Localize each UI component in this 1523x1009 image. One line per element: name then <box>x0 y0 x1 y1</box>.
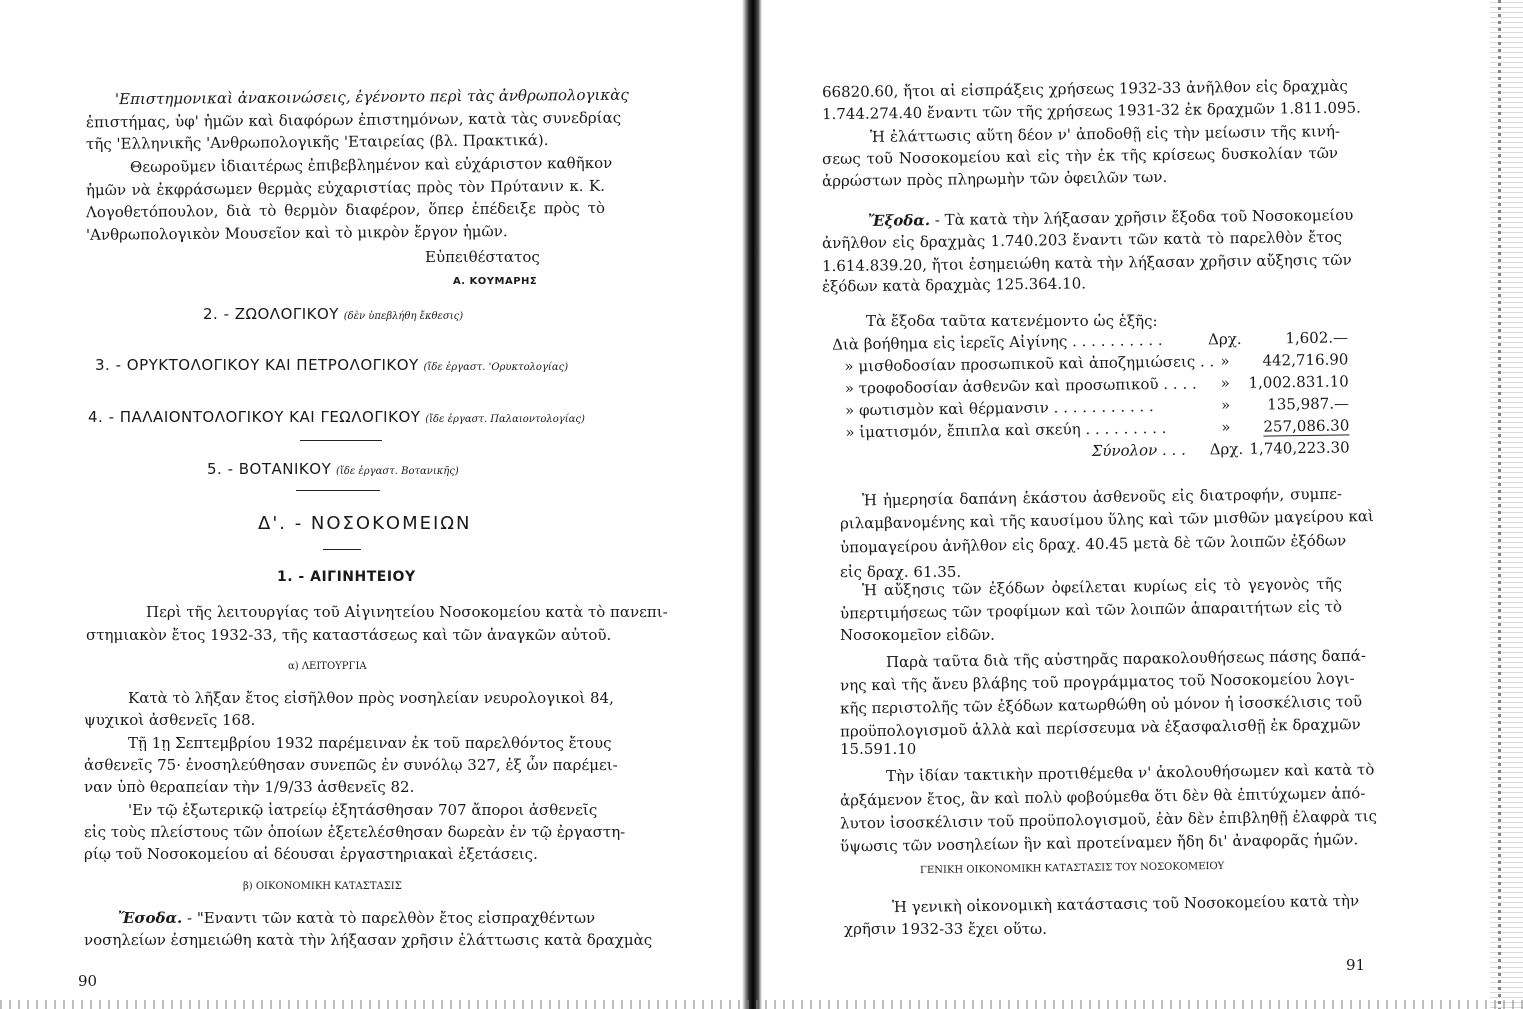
closing-text: Εὐπειθέστατος <box>425 248 540 266</box>
left-page <box>0 0 745 1009</box>
total-currency: Δρχ. <box>1209 439 1244 459</box>
signature: Α. ΚΟΥΜΑΡΗΣ <box>453 276 538 287</box>
row-amount: 257,086.30 <box>1263 416 1350 436</box>
row-amount: 1,002.831.10 <box>1248 372 1349 392</box>
row-label: » μισθοδοσίαν προσωπικοῦ καὶ ἀποζημιώσεις . . <box>844 352 1215 376</box>
section-note: (ἴδε ἐργαστ. Βοτανικῆς) <box>336 466 459 477</box>
expense-text: - Τὰ κατὰ τὴν λήξασαν χρῆσιν ἔξοδα τοῦ Νοσοκομείου <box>934 205 1354 230</box>
operation-line: 'Εν τῷ ἐξωτερικῷ ἰατρείῳ ἐξητάσθησαν 707 ἄποροι ἀσθενεῖς <box>128 801 598 819</box>
heading-finance: β) ΟΙΚΟΝΟΜΙΚΗ ΚΑΤΑΣΤΑΣΙΣ <box>243 881 402 892</box>
total-label: Σύνολον . . . <box>1091 440 1186 460</box>
daily-line: εἰς δραχ. 61.35. <box>840 563 962 581</box>
section-title: 2. - ΖΩΟΛΟΓΙΚΟΥ <box>203 305 339 323</box>
section-heading <box>88 406 585 431</box>
finance-line: σεως τοῦ Νοσοκομείου καὶ εἰς τὴν ἐκ τῆς κρίσεως δυσκολίαν τῶν <box>821 143 1339 169</box>
section-heading <box>203 303 463 328</box>
operation-line: ψυχικοὶ ἀσθενεῖς 168. <box>84 711 256 729</box>
thanks-line: 'Ανθρωπολογικὸν Μουσεῖον καὶ τὸ μικρὸν ἔργον ἡμῶν. <box>85 222 508 244</box>
daily-line: ἀρξάμενον ἔτος, ἂν καὶ πολὺ φοβούμεθα ὅτι δὲν θὰ ἐπιτύχωμεν ἀπό- <box>839 784 1366 810</box>
row-currency: » <box>1220 352 1230 371</box>
operation-line: Τῇ 1ῃ Σεπτεμβρίου 1932 παρέμειναν ἐκ τοῦ παρελθόντος ἔτους <box>128 734 612 752</box>
section-title: 3. - ΟΡΥΚΤΟΛΟΓΙΚΟΥ ΚΑΙ ΠΕΤΡΟΛΟΓΙΚΟΥ <box>95 356 419 374</box>
daily-line: Νοσοκομεῖον εἰδῶν. <box>840 626 995 644</box>
daily-line: ὑπερτιμήσεως τῶν τροφίμων καὶ τῶν λοιπῶν ἀπαραιτήτων εἰς τὸ <box>839 597 1343 623</box>
row-currency: » <box>1221 418 1231 437</box>
row-currency: » <box>1220 396 1231 415</box>
daily-line: λυτον ἰσοσκέλισιν τοῦ προϋπολογισμοῦ, ἐὰν δὲν ἐπιβληθῇ ἐλαφρὰ τις <box>839 807 1378 833</box>
chapter-divider <box>323 549 361 550</box>
about-line: στημιακὸν ἔτος 1932-33, τῆς καταστάσεως καὶ τῶν ἀναγκῶν αὐτοῦ. <box>86 626 612 644</box>
row-amount: 135,987.— <box>1267 394 1350 414</box>
operation-line: ναν ὑπὸ θεραπείαν τὴν 1/9/33 ἀσθενεῖς 82. <box>84 778 415 796</box>
section-title: 5. - ΒΟΤΑΝΙΚΟΥ <box>207 460 332 478</box>
finance-line: Ἡ ἐλάττωσις αὕτη δέον ν' ἀποδοθῇ εἰς τὴν μείωσιν τῆς κινή- <box>869 122 1341 146</box>
page-number-right: 91 <box>1346 956 1366 974</box>
operation-line: εἰς τοὺς πλείστους τῶν ὁποίων ἐξετελέσθησαν δωρεὰν ἐν τῷ ἐργαστη- <box>84 823 626 841</box>
section-divider <box>300 440 382 441</box>
distribution-intro: Τὰ ἔξοδα ταῦτα κατενέμοντο ὡς ἑξῆς: <box>866 312 1158 330</box>
daily-line: Ἡ ἡμερησία δαπάνη ἑκάστου ἀσθενοῦς εἰς διατροφήν, συμπε- <box>861 484 1343 510</box>
row-currency: » <box>1220 374 1231 393</box>
general-line: Ἡ γενικὴ οἰκονομικὴ κατάστασις τοῦ Νοσοκομείου κατὰ τὴν <box>891 891 1360 917</box>
row-label: » τροφοδοσίαν ἀσθενῶν καὶ προσωπικοῦ . . . . <box>844 374 1197 398</box>
daily-line: Τὴν ἰδίαν τακτικὴν προτιθέμεθα ν' ἀκολουθήσωμεν καὶ κατὰ τὸ <box>885 760 1375 786</box>
intro-line: 'Επιστημονικαὶ ἀνακοινώσεις, ἐγένοντο περὶ τὰς ἀνθρωπολογικὰς <box>114 85 629 109</box>
daily-line: ὕψωσις τῶν νοσηλείων ἣν καὶ προτείναμεν ἤδη δι' ἀναφορᾶς ἡμῶν. <box>839 830 1359 856</box>
row-label: » ἱματισμόν, ἔπιπλα καὶ σκεύη . . . . . . . . . <box>845 418 1167 442</box>
thanks-line: Λογοθετόπουλον, διὰ τὸ θερμὸν διαφέρον, ὅπερ ἐπέδειξε πρὸς τὸ <box>85 198 606 222</box>
daily-line: Παρὰ ταῦτα διὰ τῆς αὐστηρᾶς παρακολουθήσεως πάσης δαπά- <box>885 646 1366 672</box>
section-divider <box>296 490 380 491</box>
row-currency: Δρχ. <box>1207 329 1242 349</box>
daily-line: 15.591.10 <box>840 740 917 758</box>
operation-line: Κατὰ τὸ λῆξαν ἔτος εἰσῆλθον πρὸς νοσηλείαν νευρολογικοὶ 84, <box>128 689 614 707</box>
thanks-line: Θεωροῦμεν ἰδιαιτέρως ἐπιβεβλημένον καὶ εὐχάριστον καθῆκον <box>129 153 613 177</box>
section-note: (ἴδε ἐργαστ. Παλαιοντολογίας) <box>425 414 585 425</box>
thanks-line: ἡμῶν νὰ ἐκφράσωμεν θερμὰς εὐχαριστίας πρὸς τὸν Πρύτανιν κ. Κ. <box>85 176 606 200</box>
row-label: Διὰ βοήθημα εἰς ἱερεῖς Αἰγίνης . . . . . . . . . . <box>832 330 1163 354</box>
income-text: - "Εναντι τῶν κατὰ τὸ παρελθὸν ἔτος εἰσπραχθέντων <box>187 909 596 927</box>
operation-line: ρίῳ τοῦ Νοσοκομείου αἱ δέουσαι ἐργαστηριακαὶ ἐξετάσεις. <box>84 845 538 863</box>
daily-line: ὑπομαγείρου ἀνῆλθον εἰς δραχ. 40.45 μετὰ δὲ τῶν λοιπῶν ἐξόδων <box>839 531 1347 557</box>
finance-line: 1.744.274.40 ἔναντι τῶν τῆς χρήσεως 1931-32 ἐκ δραχμῶν 1.811.095. <box>821 98 1361 124</box>
expense-line: ἐξόδων κατὰ δραχμὰς 125.364.10. <box>821 274 1087 296</box>
about-line: Περὶ τῆς λειτουργίας τοῦ Αἰγινητείου Νοσοκομείου κατὰ τὸ πανεπι- <box>146 603 668 621</box>
row-amount: 1,602.— <box>1285 328 1349 348</box>
intro-line: ἐπιστήμας, ὑφ' ἡμῶν καὶ διαφόρων ἐπιστημόνων, κατὰ τὰς συνεδρίας <box>85 108 622 132</box>
row-label: » φωτισμὸν καὶ θέρμανσιν . . . . . . . . . . . <box>844 397 1154 420</box>
section-title: 4. - ΠΑΛΑΙΟΝΤΟΛΟΓΙΚΟΥ ΚΑΙ ΓΕΩΛΟΓΙΚΟΥ <box>88 408 421 426</box>
expense-line: ἀνῆλθον εἰς δραχμὰς 1.740.203 ἔναντι τῶν κατὰ τὸ παρελθὸν ἔτος <box>821 227 1343 253</box>
total-amount: 1,740,223.30 <box>1249 438 1350 458</box>
finance-line: ἀρρώστων πρὸς πληρωμὴν τῶν ὀφειλῶν των. <box>821 167 1168 191</box>
intro-line: τῆς 'Ελληνικῆς 'Ανθρωπολογικῆς 'Εταιρείας (βλ. Πρακτικά). <box>85 130 549 154</box>
chapter-title: Δ'. - ΝΟΣΟΚΟΜΕΙΩΝ <box>258 513 472 534</box>
section-note: (ἴδε ἐργαστ. 'Ορυκτολογίας) <box>423 362 569 373</box>
income-line <box>118 907 596 929</box>
daily-line: προϋπολογισμοῦ ἀλλὰ καὶ περίσσευμα νὰ ἐξασφαλισθῇ ἐκ δραχμῶν <box>839 715 1361 741</box>
book-gutter <box>742 0 762 1009</box>
income-label: Ἔσοδα. <box>118 909 183 927</box>
finance-line: 66820.60, ἤτοι αἱ εἰσπράξεις χρήσεως 1932-33 ἀνῆλθον εἰς δραχμὰς <box>821 76 1348 102</box>
operation-line: ἀσθενεῖς 75· ἐνοσηλεύθησαν συνεπῶς ἐν συνόλῳ 327, ἐξ ὧν παρέμει- <box>84 756 618 774</box>
daily-line: κῆς περιστολῆς τῶν ἐξόδων κατωρθώθη οὐ μόνον ἡ ἰσοσκέλισις τοῦ <box>839 692 1363 718</box>
daily-line: ριλαμβανομένης καὶ τῆς καυσίμου ὕλης καὶ τῶν μισθῶν μαγείρου καὶ <box>839 507 1374 533</box>
page-number-left: 90 <box>78 972 98 990</box>
expense-label: Ἔξοδα. <box>867 211 931 230</box>
section-note: (δὲν ὑπεβλήθη ἔκθεσις) <box>343 311 464 322</box>
row-amount: 442,716.90 <box>1262 350 1349 370</box>
daily-line: Ἡ αὔξησις τῶν ἐξόδων ὀφείλεται κυρίως εἰς τὸ γεγονὸς τῆς <box>861 574 1343 600</box>
expense-line: 1.614.839.20, ἤτοι ἐσημειώθη κατὰ τὴν λήξασαν χρῆσιν αὔξησις τῶν <box>821 250 1352 276</box>
section-heading <box>95 354 568 379</box>
daily-line: νης καὶ τῆς ἄνευ βλάβης τοῦ προγράμματος τοῦ Νοσοκομείου λογι- <box>839 669 1355 695</box>
income-line: νοσηλείων ἐσημειώθη κατὰ τὴν λήξασαν χρῆσιν ἐλάττωσις κατὰ δραχμὰς <box>84 931 653 949</box>
section-heading <box>207 458 459 483</box>
general-heading: ΓΕΝΙΚΗ ΟΙΚΟΝΟΜΙΚΗ ΚΑΤΑΣΤΑΣΙΣ ΤΟΥ ΝΟΣΟΚΟΜΕΙΟΥ <box>919 860 1225 877</box>
right-page <box>760 0 1523 1009</box>
heading-operation: α) ΛΕΙΤΟΥΡΓΙΑ <box>288 661 367 672</box>
subsection-title: 1. - ΑΙΓΙΝΗΤΕΙΟΥ <box>277 569 416 585</box>
general-line: χρῆσιν 1932-33 ἔχει οὕτω. <box>844 920 1048 938</box>
